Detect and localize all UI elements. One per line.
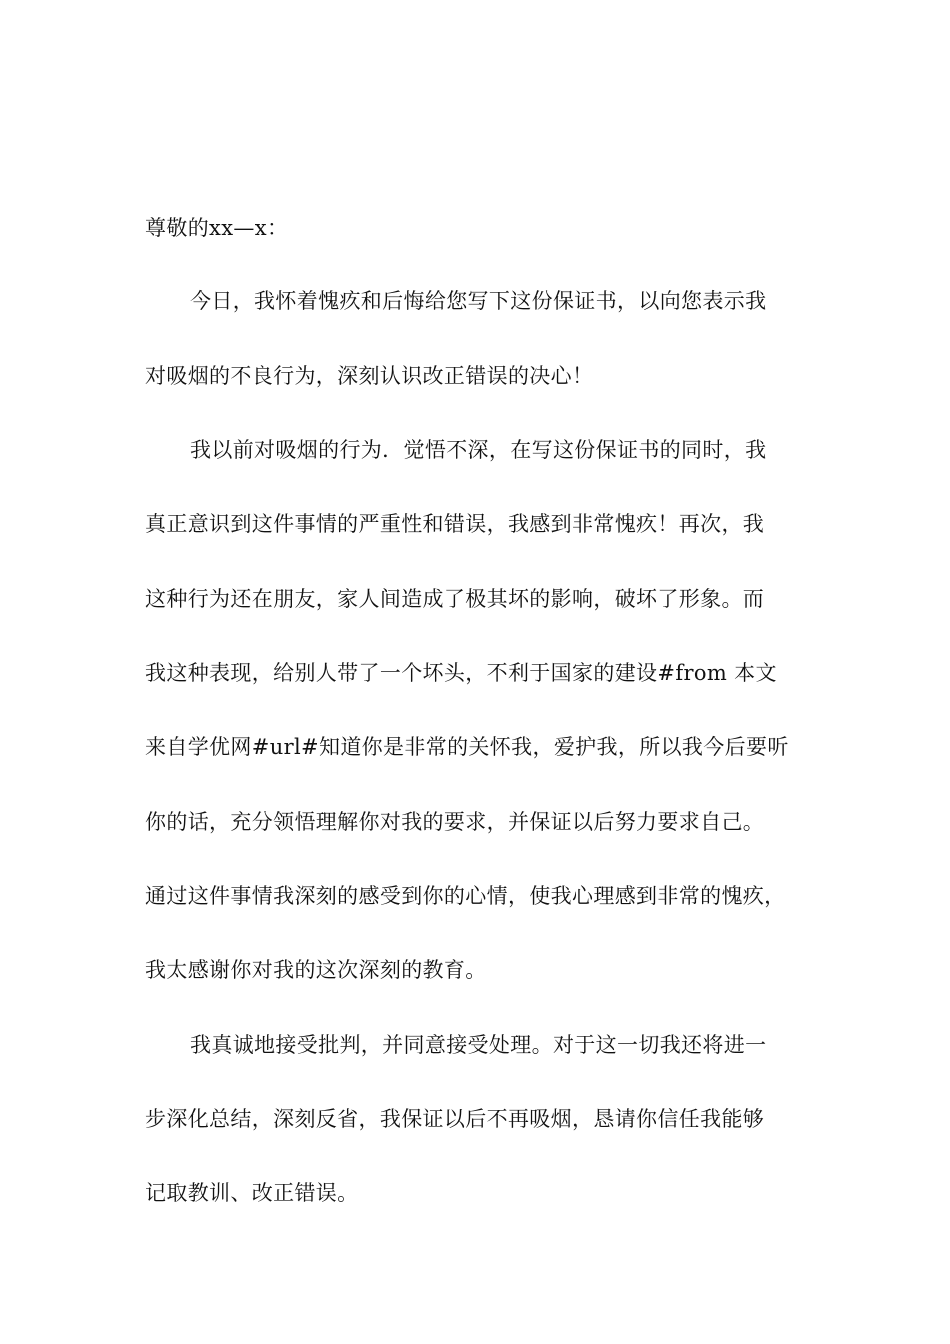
paragraph-2-line-1: 我以前对吸烟的行为．觉悟不深，在写这份保证书的同时，我 xyxy=(190,438,767,462)
salutation: 尊敬的xx—x： xyxy=(145,216,289,240)
paragraph-3-line-1: 我真诚地接受批判，并同意接受处理。对于这一切我还将进一 xyxy=(190,1033,767,1057)
paragraph-2-line-2: 真正意识到这件事情的严重性和错误，我感到非常愧疚！再次，我 xyxy=(145,512,765,536)
paragraph-2-line-6: 你的话，充分领悟理解你对我的要求，并保证以后努力要求自己。 xyxy=(145,810,765,834)
paragraph-2-line-5: 来自学优网#url#知道你是非常的关怀我，爱护我，所以我今后要听 xyxy=(145,735,789,759)
paragraph-1-line-1: 今日，我怀着愧疚和后悔给您写下这份保证书，以向您表示我 xyxy=(190,289,767,313)
paragraph-3-line-2: 步深化总结，深刻反省，我保证以后不再吸烟，恳请你信任我能够 xyxy=(145,1107,765,1131)
paragraph-2-line-8: 我太感谢你对我的这次深刻的教育。 xyxy=(145,958,487,982)
paragraph-2-line-4: 我这种表现，给别人带了一个坏头，不利于国家的建设#from 本文 xyxy=(145,661,777,685)
paragraph-3-line-3: 记取教训、改正错误。 xyxy=(145,1181,359,1205)
paragraph-1-line-2: 对吸烟的不良行为，深刻认识改正错误的决心！ xyxy=(145,364,594,388)
paragraph-2-line-7: 通过这件事情我深刻的感受到你的心情，使我心理感到非常的愧疚， xyxy=(145,884,786,908)
paragraph-2-line-3: 这种行为还在朋友，家人间造成了极其坏的影响，破坏了形象。而 xyxy=(145,587,765,611)
